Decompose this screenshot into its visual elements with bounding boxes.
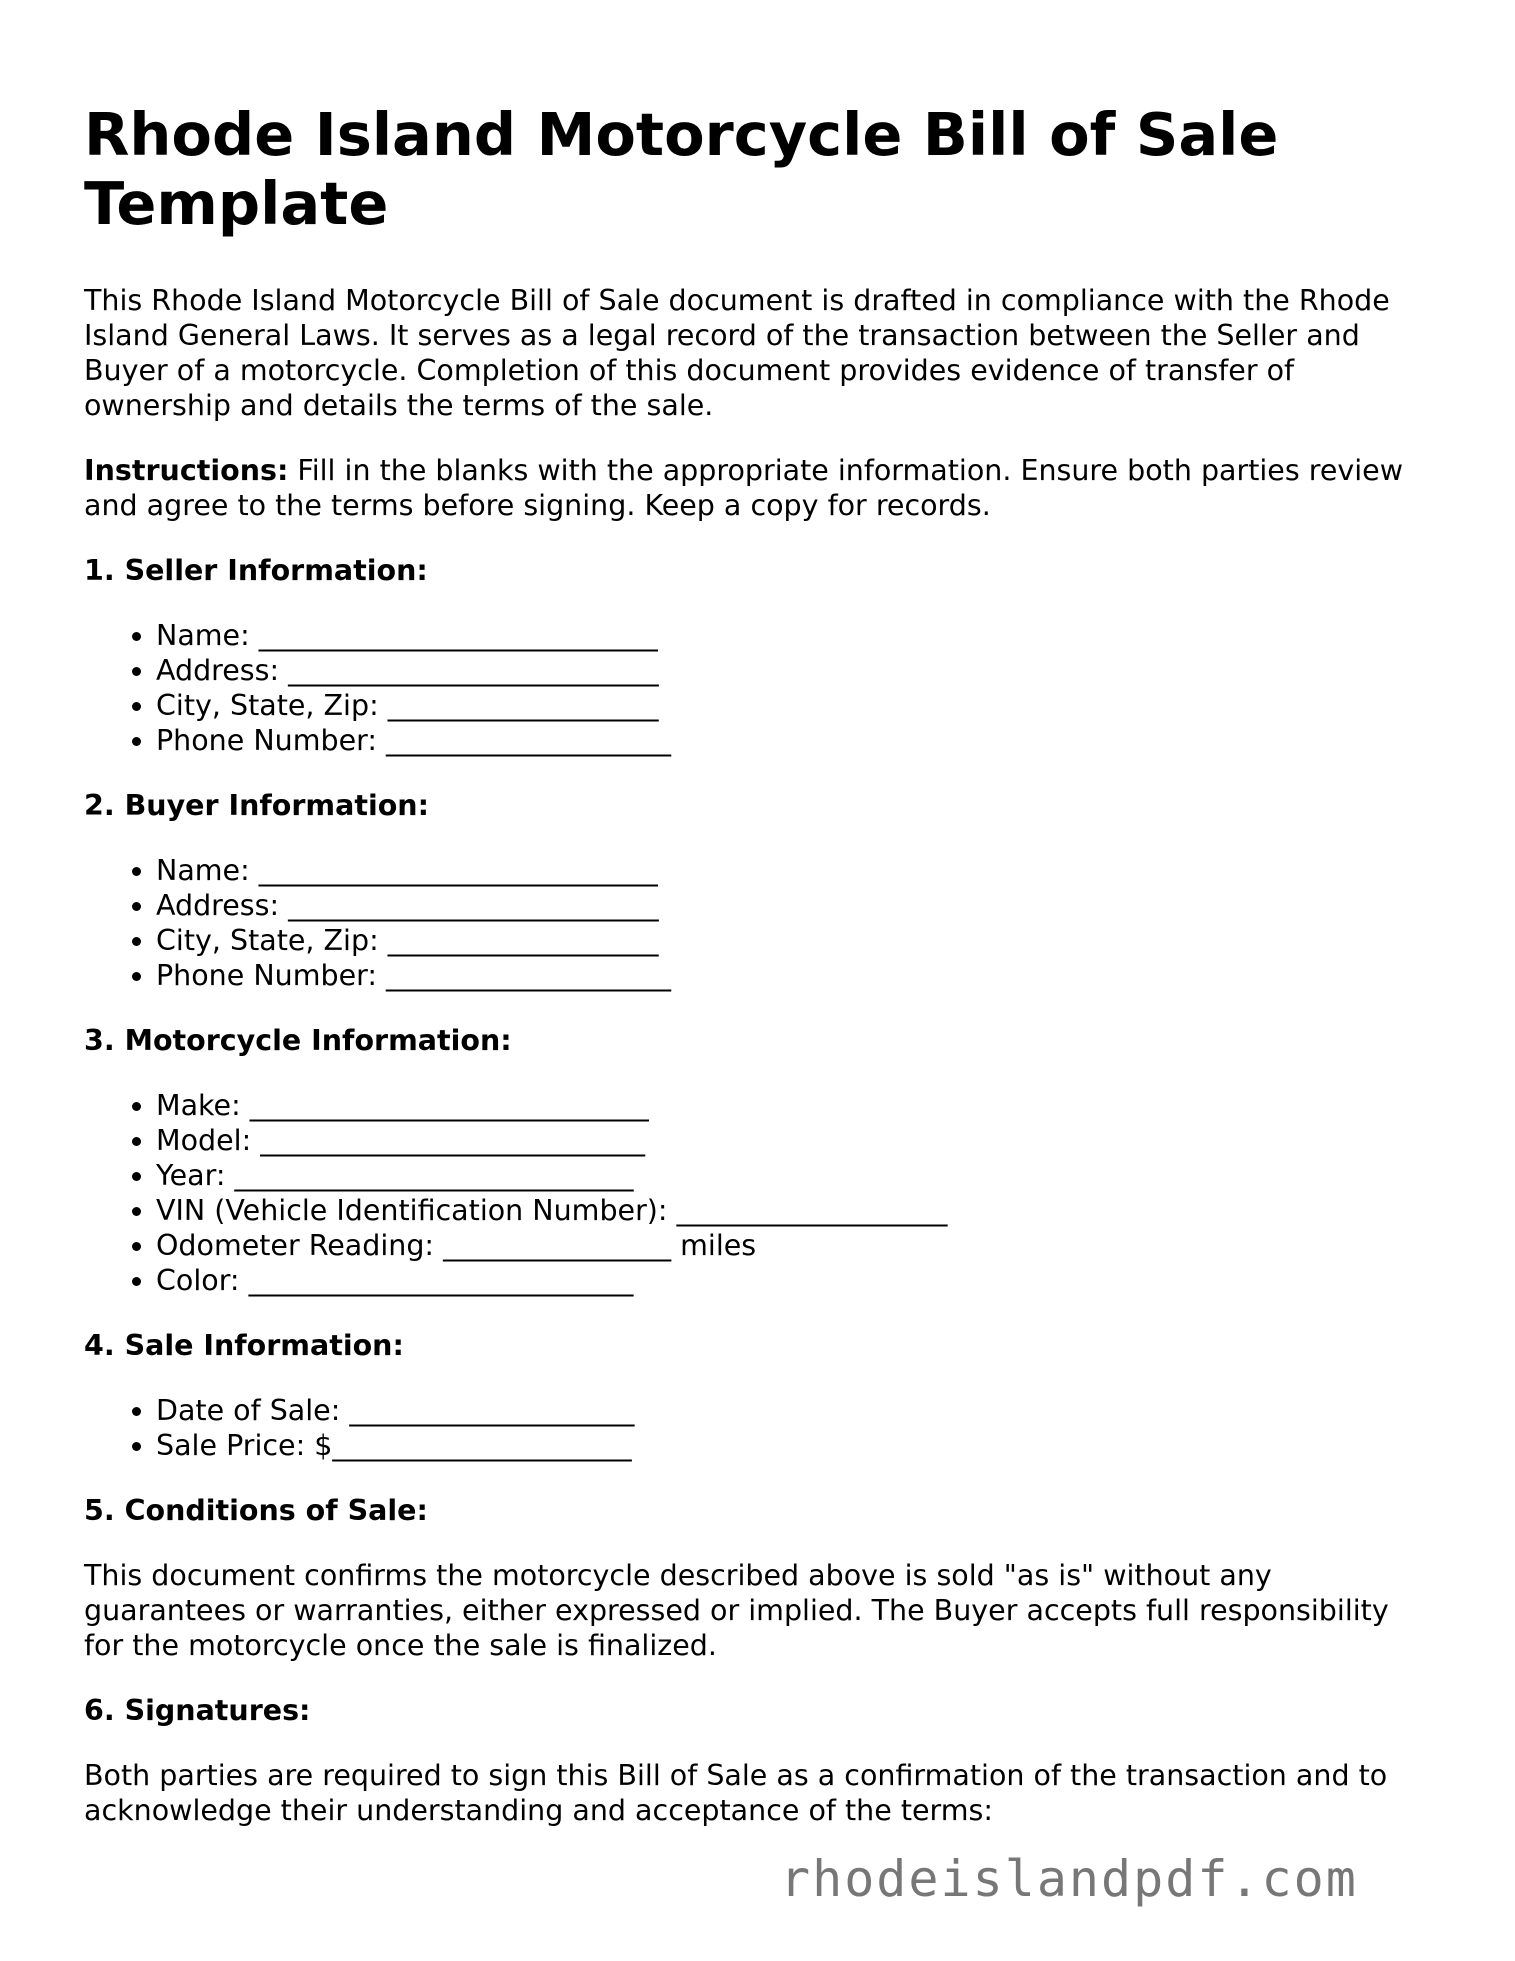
instructions-paragraph — [84, 453, 1424, 523]
intro-paragraph: This Rhode Island Motorcycle Bill of Sale document is drafted in compliance with the Rhode Island General Laws. It serves as a legal record of the transaction between the Seller and Buyer of a motorcycle. Completion of this document provides evidence of transfer of ownership and details the terms of the sale. — [84, 284, 1390, 422]
sale-section-heading: 4. Sale Information: — [84, 1329, 404, 1362]
sale-fields-list — [84, 1393, 1424, 1463]
conditions-section-heading: 5. Conditions of Sale: — [84, 1494, 428, 1527]
seller-name-field: • Name: ____________________________ — [156, 618, 1424, 653]
seller-phone-field: • Phone Number: ____________________ — [156, 723, 1424, 758]
buyer-section-heading: 2. Buyer Information: — [84, 789, 429, 822]
motorcycle-vin-field: • VIN (Vehicle Identification Number): ___________________ — [156, 1193, 1424, 1228]
motorcycle-fields-list — [84, 1088, 1424, 1298]
signatures-paragraph: Both parties are required to sign this Bill of Sale as a confirmation of the transaction and to acknowledge their understanding and acceptance of the terms: — [84, 1759, 1388, 1827]
buyer-name-field: • Name: ____________________________ — [156, 853, 1424, 888]
site-watermark: rhodeislandpdf.com — [780, 1850, 1358, 1908]
buyer-city-state-zip-field: • City, State, Zip: ___________________ — [156, 923, 1424, 958]
motorcycle-section-heading: 3. Motorcycle Information: — [84, 1024, 512, 1057]
seller-fields-list — [84, 618, 1424, 758]
instructions-text: Fill in the blanks with the appropriate information. Ensure both parties review and agree to the terms before signing. Keep a copy for records. — [84, 454, 1404, 522]
motorcycle-year-field: • Year: ____________________________ — [156, 1158, 1424, 1193]
motorcycle-color-field: • Color: ___________________________ — [156, 1263, 1424, 1298]
sale-date-field: • Date of Sale: ____________________ — [156, 1393, 1424, 1428]
sale-price-field: • Sale Price: $_____________________ — [156, 1428, 1424, 1463]
document-title: Rhode Island Motorcycle Bill of Sale Template — [84, 100, 1279, 238]
seller-section-heading: 1. Seller Information: — [84, 554, 428, 587]
seller-city-state-zip-field: • City, State, Zip: ___________________ — [156, 688, 1424, 723]
seller-address-field: • Address: __________________________ — [156, 653, 1424, 688]
motorcycle-make-field: • Make: ____________________________ — [156, 1088, 1424, 1123]
signatures-section-heading: 6. Signatures: — [84, 1694, 311, 1727]
instructions-label: Instructions: — [84, 454, 289, 487]
conditions-paragraph: This document confirms the motorcycle described above is sold "as is" without any guarantees or warranties, either expressed or implied. The Buyer accepts full responsibility for the motorcycle once the sale is finalized. — [84, 1559, 1389, 1662]
motorcycle-model-field: • Model: ___________________________ — [156, 1123, 1424, 1158]
buyer-address-field: • Address: __________________________ — [156, 888, 1424, 923]
document-page — [84, 100, 1424, 1858]
buyer-phone-field: • Phone Number: ____________________ — [156, 958, 1424, 993]
motorcycle-odometer-field: • Odometer Reading: ________________ miles — [156, 1228, 1424, 1263]
buyer-fields-list — [84, 853, 1424, 993]
